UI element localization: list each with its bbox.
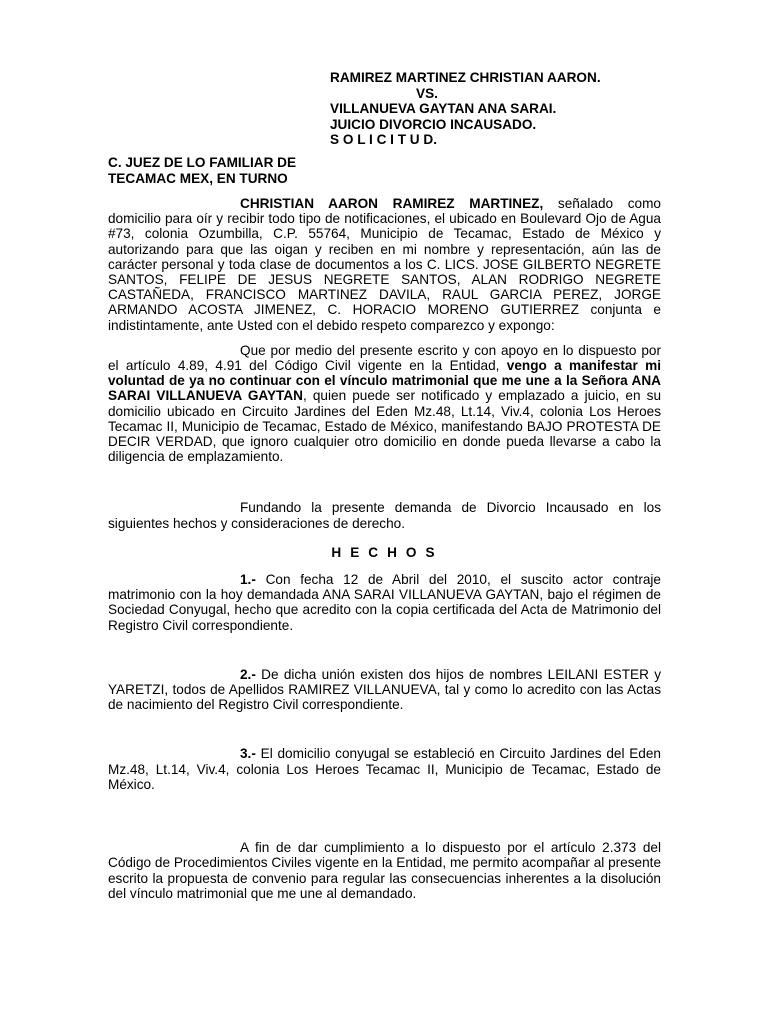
closing-paragraph: A fin de dar cumplimiento a lo dispuesto por el artículo 2.373 del Código de Procedimientos Civiles vigente en la Entidad, me permito acompañar al presente escrito la propuesta de convenio para regular las consecuencias inherentes a la disolución del vínculo matrimonial que me une al demandado. [108,840,661,901]
case-caption [330,70,601,148]
intro-text: señalado como domicilio para oír y recibir todo tipo de notificaciones, el ubicado en Boulevard Ojo de Agua #73, colonia Ozumbilla, C.P. 55764, Municipio de Tecamac, Estado de México y autorizando para que las oigan y reciben en mi nombre y representación, aún las de carácter personal y toda clase de documentos a los C. LICS. JOSE GILBERTO NEGRETE SANTOS, FELIPE DE JESUS NEGRETE SANTOS, ALAN RODRIGO NEGRETE CASTAÑEDA, FRANCISCO MARTINEZ DAVILA, RAUL GARCIA PEREZ, JORGE ARMANDO ACOSTA JIMENEZ, C. HORACIO MORENO GUTIERREZ conjunta e indistintamente, ante Usted con el debido respeto comparezco y expongo: [108,196,661,333]
fact-paragraph-3 [108,746,661,792]
plaintiff-name: CHRISTIAN AARON RAMIREZ MARTINEZ, [240,196,544,211]
addressee [108,155,296,186]
request-paragraph [108,343,661,465]
fact-paragraph-2 [108,667,661,713]
addressee-line-2: TECAMAC MEX, EN TURNO [108,170,288,186]
document-body [108,196,661,901]
request-text-1: Que por medio del presente escrito y con apoyo en lo dispuesto por el artículo 4.89, 4.91 del Código Civil vigente en la Entidad, [108,342,661,374]
fact-text-2: De dicha unión existen dos hijos de nombres LEILANI ESTER y YARETZI, todos de Apellidos RAMIREZ VILLANUEVA, tal y como lo acredito con las Actas de nacimiento del Registro Civil correspondiente. [108,666,661,713]
caption-case-type: JUICIO DIVORCIO INCAUSADO. [330,116,537,132]
fact-paragraph-1 [108,572,661,633]
fact-text-3: El domicilio conyugal se estableció en Circuito Jardines del Eden Mz.48, Lt.14, Viv.4, colonia Los Heroes Tecamac II, Municipio de Tecamac, Estado de México. [108,746,661,792]
fact-number-1: 1.- [240,572,256,588]
caption-versus: VS. [416,85,438,101]
grounds-paragraph: Fundando la presente demanda de Divorcio Incausado en los siguientes hechos y consideraciones de derecho. [108,500,661,531]
addressee-line-1: C. JUEZ DE LO FAMILIAR DE [108,155,297,170]
request-text-2: , quien puede ser notificado y emplazado a juicio, en su domicilio ubicado en Circuito Jardines del Eden Mz.48, Lt.14, Viv.4, colonia Los Heroes Tecamac II, Municipio de Tecamac, Estado de México, manifestando BAJO PROTESTA DE DECIR VERDAD, que ignoro cualquier otro domicilio en donde pueda llevarse a cabo la diligencia de emplazamiento. [108,388,661,465]
hechos-heading: HECHOS [331,544,444,560]
caption-defendant: VILLANUEVA GAYTAN ANA SARAI. [330,101,557,117]
fact-number-3: 3.- [240,746,256,762]
caption-plaintiff: RAMIREZ MARTINEZ CHRISTIAN AARON. [330,70,601,85]
caption-document-type: S O L I C I T U D. [330,132,437,148]
intro-paragraph [108,196,661,333]
request-bold-statement: vengo a manifestar mi voluntad de ya no continuar con el vínculo matrimonial que me une a la Señora ANA SARAI VILLANUEVA GAYTAN [108,358,661,404]
fact-number-2: 2.- [240,666,256,682]
fact-text-1: Con fecha 12 de Abril del 2010, el suscito actor contraje matrimonio con la hoy demandada ANA SARAI VILLANUEVA GAYTAN, bajo el régimen de Sociedad Conyugal, hecho que acredito con la copia certificada del Acta de Matrimonio del Registro Civil correspondiente. [108,572,661,633]
